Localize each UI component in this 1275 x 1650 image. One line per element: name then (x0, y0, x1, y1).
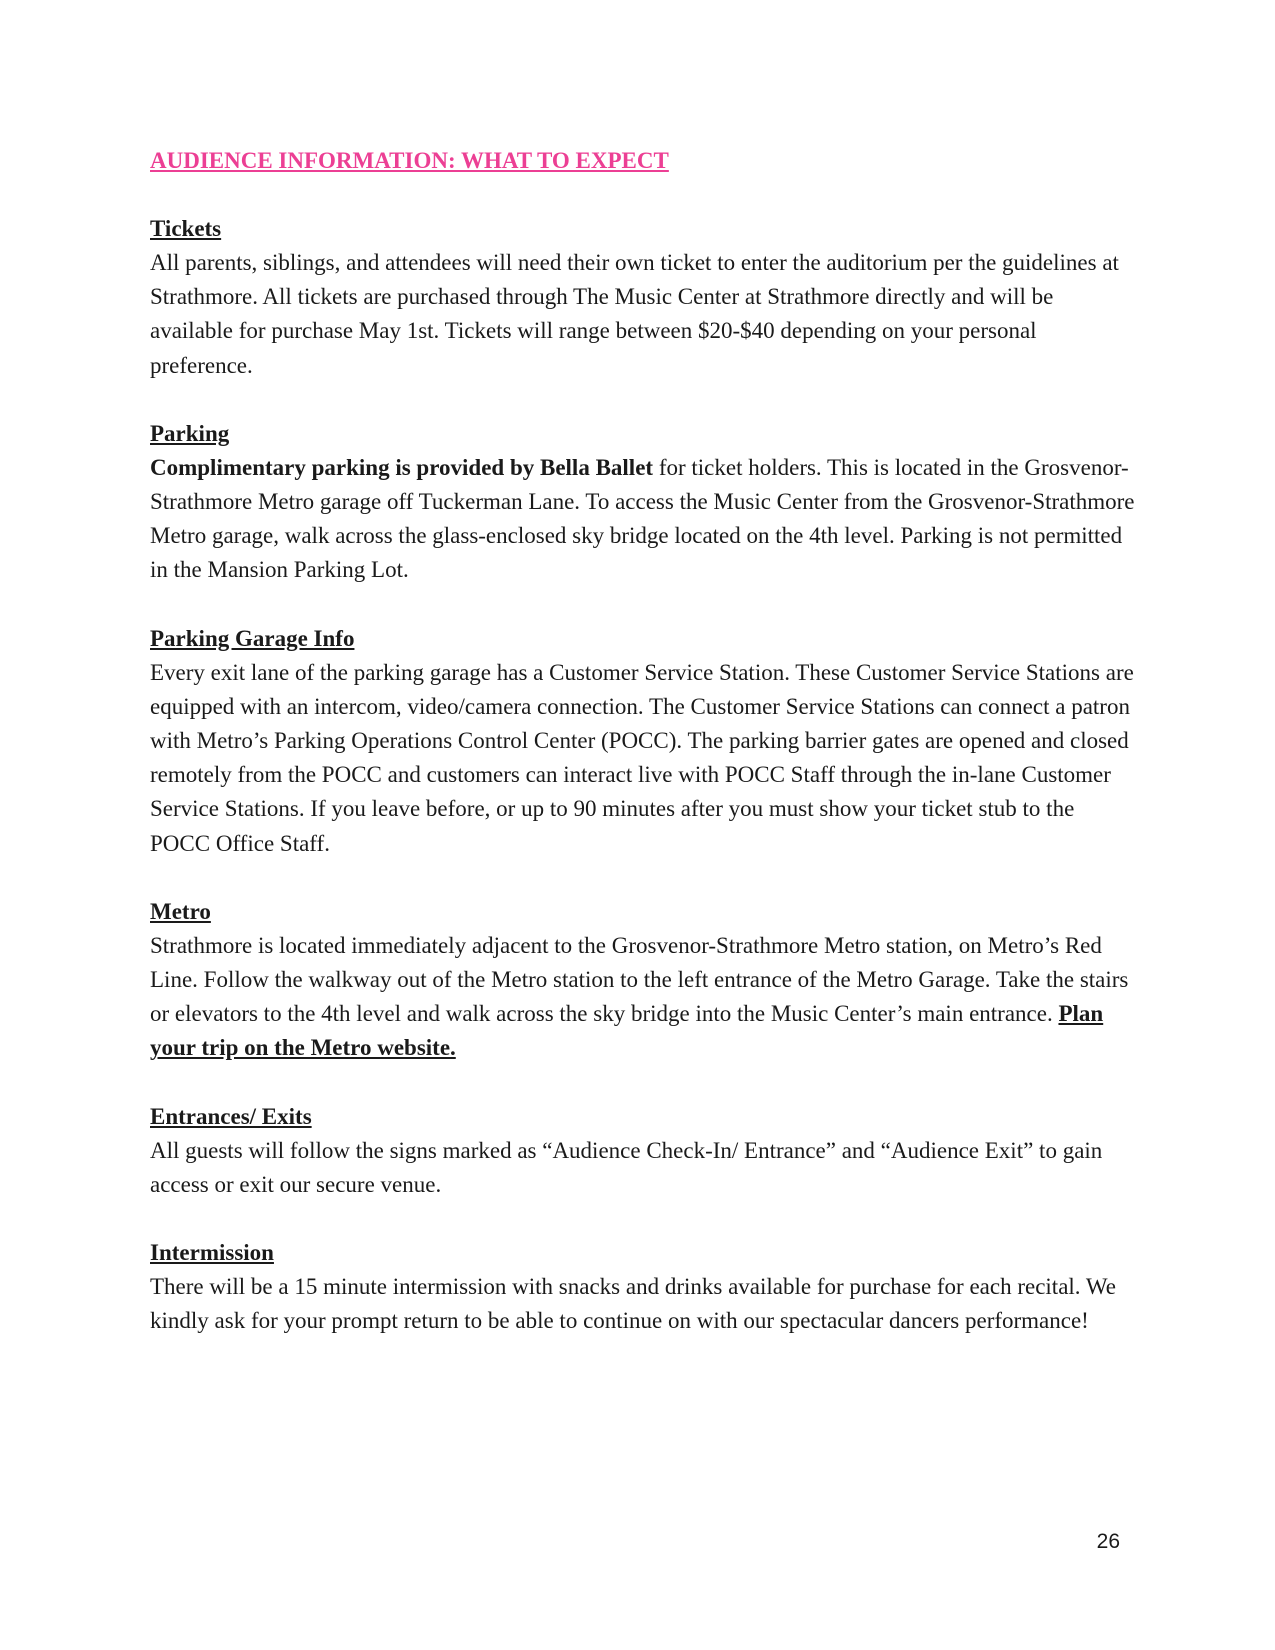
section-entrances (150, 1100, 1135, 1202)
page-title: AUDIENCE INFORMATION: WHAT TO EXPECT (150, 148, 669, 173)
section-garage (150, 622, 1135, 861)
section-heading-entrances: Entrances/ Exits (150, 1103, 312, 1129)
tickets-paragraph: All parents, siblings, and attendees will need their own ticket to enter the auditorium per the guidelines at Strathmore. All tickets are purchased through The Music Center at Strathmore directly and will be available for purchase May 1st. Tickets will range between $20-$40 depending on your personal preference. (150, 250, 1119, 378)
section-heading-garage: Parking Garage Info (150, 625, 355, 651)
metro-paragraph (150, 929, 1135, 1066)
intermission-paragraph: There will be a 15 minute intermission with snacks and drinks available for purchase for each recital. We kindly ask for your prompt return to be able to continue on with our spectacular dancers performance! (150, 1274, 1116, 1334)
entrances-paragraph: All guests will follow the signs marked as “Audience Check-In/ Entrance” and “Audience Exit” to gain access or exit our secure venue. (150, 1137, 1103, 1197)
metro-website-link[interactable]: Plan your trip on the Metro website. (150, 1001, 1104, 1061)
section-tickets (150, 212, 1135, 383)
section-parking (150, 417, 1135, 588)
section-heading-tickets: Tickets (150, 216, 222, 241)
parking-body-text: for ticket holders. This is located in the Grosvenor-Strathmore Metro garage off Tuckerman Lane. To access the Music Center from the Grosvenor-Strathmore Metro garage, walk across the glass-enclosed sky bridge located on the 4th level. Parking is not permitted in the Mansion Parking Lot. (150, 454, 1135, 583)
document-page (150, 144, 1135, 1372)
metro-body-text: Strathmore is located immediately adjacent to the Grosvenor-Strathmore Metro station, on Metro’s Red Line. Follow the walkway out of the Metro station to the left entrance of the Metro Garage. Take the stairs or elevators to the 4th level and walk across the sky bridge into the Music Center’s main entrance. (150, 932, 1129, 1027)
section-metro (150, 895, 1135, 1066)
section-heading-intermission: Intermission (150, 1240, 274, 1266)
parking-paragraph (150, 451, 1135, 588)
section-heading-metro: Metro (150, 898, 211, 924)
page-number: 26 (1096, 1530, 1120, 1553)
section-heading-parking: Parking (150, 420, 230, 446)
garage-paragraph: Every exit lane of the parking garage has a Customer Service Station. These Customer Service Stations are equipped with an intercom, video/camera connection. The Customer Service Stations can connect a patron with Metro’s Parking Operations Control Center (POCC). The parking barrier gates are opened and closed remotely from the POCC and customers can interact live with POCC Staff through the in-lane Customer Service Stations. If you leave before, or up to 90 minutes after you must show your ticket stub to the POCC Office Staff. (150, 659, 1134, 856)
parking-bold-lead: Complimentary parking is provided by Bella Ballet (150, 454, 654, 480)
section-intermission (150, 1236, 1135, 1338)
